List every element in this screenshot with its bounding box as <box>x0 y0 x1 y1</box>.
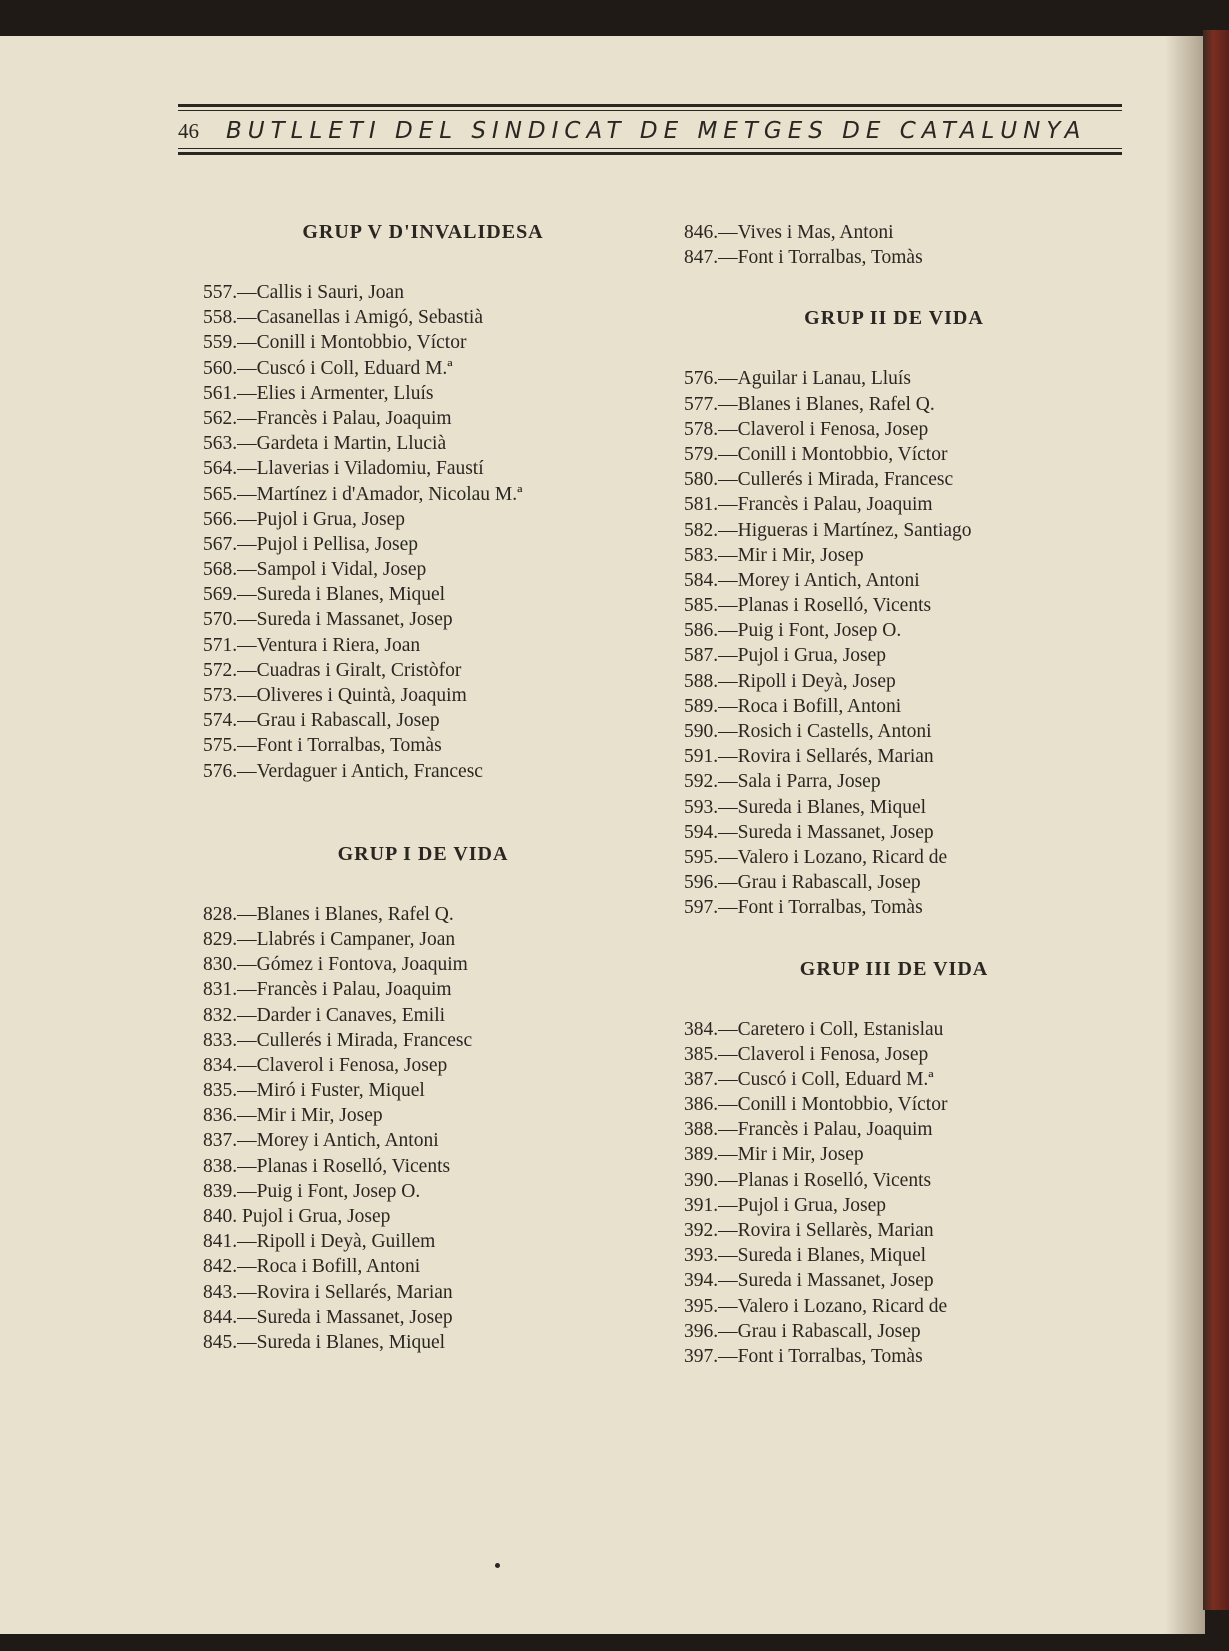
list-item: 566.—Pujol i Grua, Josep <box>203 508 406 530</box>
list-item: 575.—Font i Torralbas, Tomàs <box>203 735 442 757</box>
member-list <box>203 902 643 1355</box>
list-item: 828.—Blanes i Blanes, Rafel Q. <box>203 903 454 925</box>
list-item: 584.—Morey i Antich, Antoni <box>684 569 920 591</box>
list-item: 592.—Sala i Parra, Josep <box>684 771 881 793</box>
list-item: 585.—Planas i Roselló, Vicents <box>684 595 932 617</box>
list-item: 831.—Francès i Palau, Joaquim <box>203 979 452 1001</box>
list-item: 573.—Oliveres i Quintà, Joaquim <box>203 685 467 706</box>
list-item: 832.—Darder i Canaves, Emili <box>203 1004 446 1026</box>
list-item: 390.—Planas i Roselló, Vicents <box>684 1169 932 1191</box>
list-item: 563.—Gardeta i Martin, Llucià <box>203 433 447 455</box>
list-item: 843.—Rovira i Sellarés, Marian <box>203 1281 453 1303</box>
list-item: 569.—Sureda i Blanes, Miquel <box>203 584 446 606</box>
list-item: 587.—Pujol i Grua, Josep <box>684 645 887 667</box>
list-item: 589.—Roca i Bofill, Antoni <box>684 695 902 717</box>
list-item: 841.—Ripoll i Deyà, Guillem <box>203 1231 436 1253</box>
list-item: 571.—Ventura i Riera, Joan <box>203 634 421 656</box>
list-item: 572.—Cuadras i Giralt, Cristòfor <box>203 659 462 681</box>
list-item: 568.—Sampol i Vidal, Josep <box>203 559 427 581</box>
list-item: 597.—Font i Torralbas, Tomàs <box>684 897 923 919</box>
list-item: 565.—Martínez i d'Amador, Nicolau M.ª <box>203 483 523 505</box>
list-item: 847.—Font i Torralbas, Tomàs <box>684 247 923 269</box>
list-item: 581.—Francès i Palau, Joaquim <box>684 494 933 516</box>
list-item: 389.—Mir i Mir, Josep <box>684 1144 864 1166</box>
list-item: 840. Pujol i Grua, Josep <box>203 1206 391 1227</box>
list-item: 385.—Claverol i Fenosa, Josep <box>684 1043 929 1065</box>
list-item: 388.—Francès i Palau, Joaquim <box>684 1119 933 1141</box>
list-item: 839.—Puig i Font, Josep O. <box>203 1180 421 1202</box>
list-item: 559.—Conill i Montobbio, Víctor <box>203 332 467 354</box>
list-item: 594.—Sureda i Massanet, Josep <box>684 821 934 843</box>
header-rule-top <box>178 104 1122 107</box>
right-column <box>684 220 1104 1369</box>
page-dot <box>495 1563 500 1568</box>
list-item: 834.—Claverol i Fenosa, Josep <box>203 1054 448 1076</box>
list-item: 562.—Francès i Palau, Joaquim <box>203 407 452 429</box>
member-list <box>684 220 1104 270</box>
list-item: 593.—Sureda i Blanes, Miquel <box>684 796 927 818</box>
running-header <box>178 104 1122 160</box>
list-item: 392.—Rovira i Sellarès, Marian <box>684 1220 934 1241</box>
list-item: 557.—Callis i Sauri, Joan <box>203 282 404 303</box>
list-item: 582.—Higueras i Martínez, Santiago <box>684 519 972 541</box>
list-item: 576.—Verdaguer i Antich, Francesc <box>203 760 483 782</box>
list-item: 384.—Caretero i Coll, Estanislau <box>684 1018 944 1040</box>
list-item: 395.—Valero i Lozano, Ricard de <box>684 1295 948 1317</box>
list-item: 570.—Sureda i Massanet, Josep <box>203 609 453 631</box>
list-item: 397.—Font i Torralbas, Tomàs <box>684 1345 923 1367</box>
member-list <box>684 1017 1104 1370</box>
list-item: 842.—Roca i Bofill, Antoni <box>203 1256 421 1278</box>
list-item: 560.—Cuscó i Coll, Eduard M.ª <box>203 357 453 379</box>
left-column <box>203 220 643 1355</box>
list-item: 394.—Sureda i Massanet, Josep <box>684 1270 934 1292</box>
list-item: 845.—Sureda i Blanes, Miquel <box>203 1331 446 1353</box>
list-item: 561.—Elies i Armenter, Lluís <box>203 382 434 404</box>
list-item: 578.—Claverol i Fenosa, Josep <box>684 418 929 440</box>
list-item: 386.—Conill i Montobbio, Víctor <box>684 1094 948 1116</box>
page-number: 46 <box>178 118 199 143</box>
list-item: 590.—Rosich i Castells, Antoni <box>684 721 932 742</box>
book-edge <box>1203 30 1229 1610</box>
list-item: 830.—Gómez i Fontova, Joaquim <box>203 954 468 976</box>
list-item: 558.—Casanellas i Amigó, Sebastià <box>203 307 484 329</box>
list-item: 576.—Aguilar i Lanau, Lluís <box>684 368 911 390</box>
list-item: 567.—Pujol i Pellisa, Josep <box>203 533 419 555</box>
list-item: 833.—Cullerés i Mirada, Francesc <box>203 1029 473 1051</box>
list-item: 596.—Grau i Rabascall, Josep <box>684 872 921 894</box>
list-item: 580.—Cullerés i Mirada, Francesc <box>684 469 954 491</box>
group-heading: GRUP III DE VIDA <box>799 957 989 980</box>
header-rule-top-thin <box>178 110 1122 111</box>
list-item: 829.—Llabrés i Campaner, Joan <box>203 928 456 950</box>
list-item: 591.—Rovira i Sellarés, Marian <box>684 746 934 768</box>
list-item: 846.—Vives i Mas, Antoni <box>684 222 894 243</box>
group-heading: GRUP I DE VIDA <box>337 842 509 865</box>
header-rule-bottom <box>178 152 1122 155</box>
list-item: 574.—Grau i Rabascall, Josep <box>203 710 440 732</box>
member-list <box>203 280 643 784</box>
list-item: 579.—Conill i Montobbio, Víctor <box>684 443 948 465</box>
list-item: 586.—Puig i Font, Josep O. <box>684 620 902 642</box>
list-item: 844.—Sureda i Massanet, Josep <box>203 1306 453 1328</box>
header-rule-bottom-thin <box>178 148 1122 149</box>
journal-title: BUTLLETI DEL SINDICAT DE METGES DE CATALUNYA <box>226 118 1087 144</box>
list-item: 583.—Mir i Mir, Josep <box>684 544 864 566</box>
list-item: 835.—Miró i Fuster, Miquel <box>203 1080 425 1102</box>
member-list <box>684 366 1104 920</box>
list-item: 387.—Cuscó i Coll, Eduard M.ª <box>684 1068 934 1090</box>
list-item: 837.—Morey i Antich, Antoni <box>203 1130 439 1152</box>
group-heading: GRUP V D'INVALIDESA <box>302 221 544 243</box>
list-item: 577.—Blanes i Blanes, Rafel Q. <box>684 393 935 415</box>
list-item: 838.—Planas i Roselló, Vicents <box>203 1155 451 1177</box>
list-item: 393.—Sureda i Blanes, Miquel <box>684 1245 927 1267</box>
list-item: 564.—Llaverias i Viladomiu, Faustí <box>203 458 484 480</box>
list-item: 396.—Grau i Rabascall, Josep <box>684 1320 921 1342</box>
list-item: 391.—Pujol i Grua, Josep <box>684 1194 887 1216</box>
group-heading: GRUP II DE VIDA <box>804 307 984 330</box>
list-item: 836.—Mir i Mir, Josep <box>203 1105 383 1127</box>
list-item: 588.—Ripoll i Deyà, Josep <box>684 670 896 692</box>
list-item: 595.—Valero i Lozano, Ricard de <box>684 846 948 868</box>
